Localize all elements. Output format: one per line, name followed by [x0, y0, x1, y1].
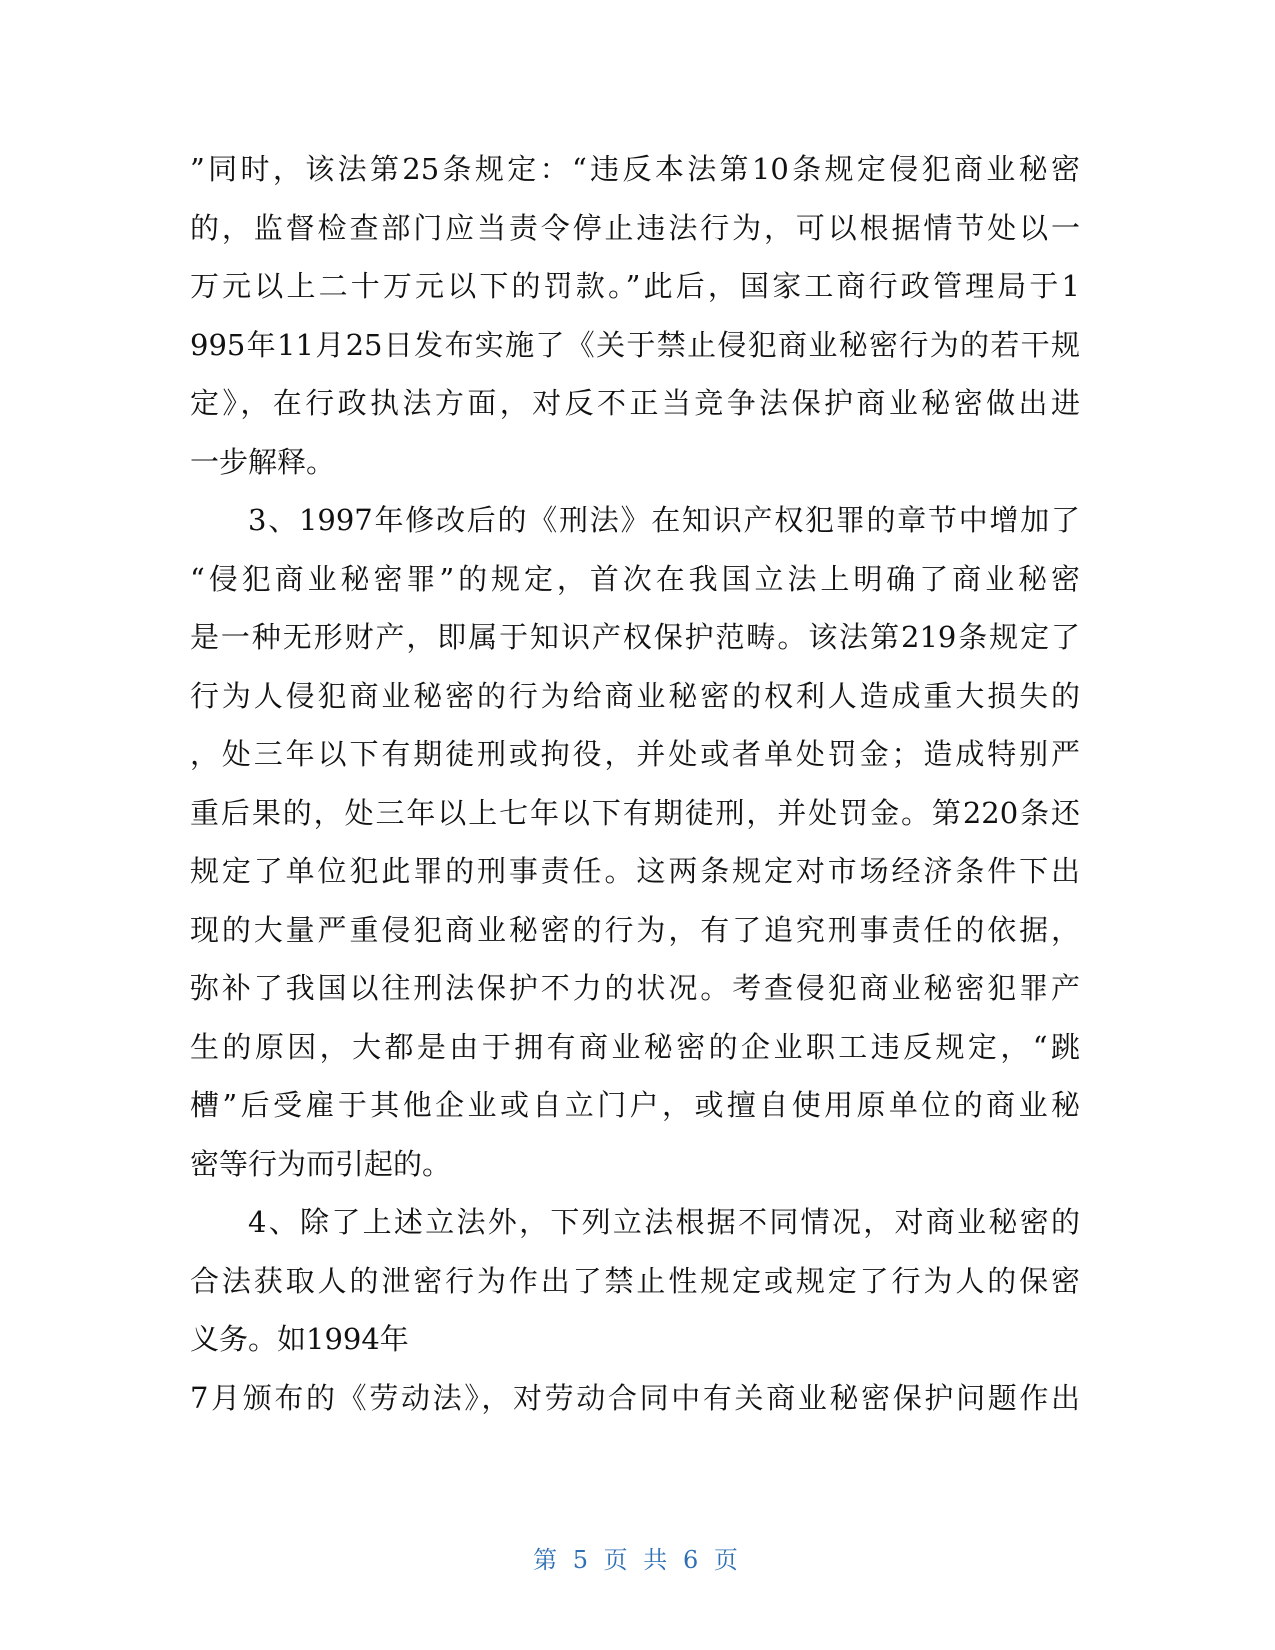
text-line: 是一种无形财产，即属于知识产权保护范畴。该法第219条规定了 [190, 620, 1080, 654]
text-line: 密等行为而引起的。 [190, 1146, 452, 1181]
text-line: 一步解释。 [190, 444, 336, 479]
text-line: 995年11月25日发布实施了《关于禁止侵犯商业秘密行为的若干规 [190, 327, 1080, 362]
text-line: 定》，在行政执法方面，对反不正当竞争法保护商业秘密做出进 [190, 386, 1080, 420]
text-line: 弥补了我国以往刑法保护不力的状况。考查侵犯商业秘密犯罪产 [190, 971, 1080, 1005]
page-number-footer: 第 5 页 共 6 页 [533, 1546, 742, 1574]
text-line: ，处三年以下有期徒刑或拘役，并处或者单处罚金；造成特别严 [190, 737, 1080, 771]
text-line: 行为人侵犯商业秘密的行为给商业秘密的权利人造成重大损失的 [190, 678, 1080, 713]
text-line: 的，监督检查部门应当责令停止违法行为，可以根据情节处以一 [190, 210, 1080, 245]
body-text [190, 140, 1080, 1427]
text-line: 现的大量严重侵犯商业秘密的行为，有了追究刑事责任的依据， [190, 912, 1080, 947]
text-line: 合法获取人的泄密行为作出了禁止性规定或规定了行为人的保密 [190, 1263, 1080, 1298]
paragraph-start: 4、除了上述立法外，下列立法根据不同情况，对商业秘密的 [248, 1205, 1080, 1239]
paragraph-start: 3、1997年修改后的《刑法》在知识产权犯罪的章节中增加了 [248, 503, 1080, 537]
text-line: 规定了单位犯此罪的刑事责任。这两条规定对市场经济条件下出 [190, 854, 1080, 888]
text-line: 义务。如1994年 [190, 1322, 409, 1356]
text-line: 重后果的，处三年以上七年以下有期徒刑，并处罚金。第220条还 [190, 795, 1080, 830]
text-line: 7月颁布的《劳动法》，对劳动合同中有关商业秘密保护问题作出 [190, 1380, 1080, 1415]
text-line: 槽”后受雇于其他企业或自立门户，或擅自使用原单位的商业秘 [190, 1088, 1080, 1122]
text-line: “侵犯商业秘密罪”的规定，首次在我国立法上明确了商业秘密 [190, 561, 1080, 596]
text-line: ”同时，该法第25条规定：“违反本法第10条规定侵犯商业秘密 [190, 152, 1080, 186]
text-line: 生的原因，大都是由于拥有商业秘密的企业职工违反规定，“跳 [190, 1029, 1080, 1064]
text-line: 万元以上二十万元以下的罚款。”此后，国家工商行政管理局于1 [190, 269, 1080, 303]
